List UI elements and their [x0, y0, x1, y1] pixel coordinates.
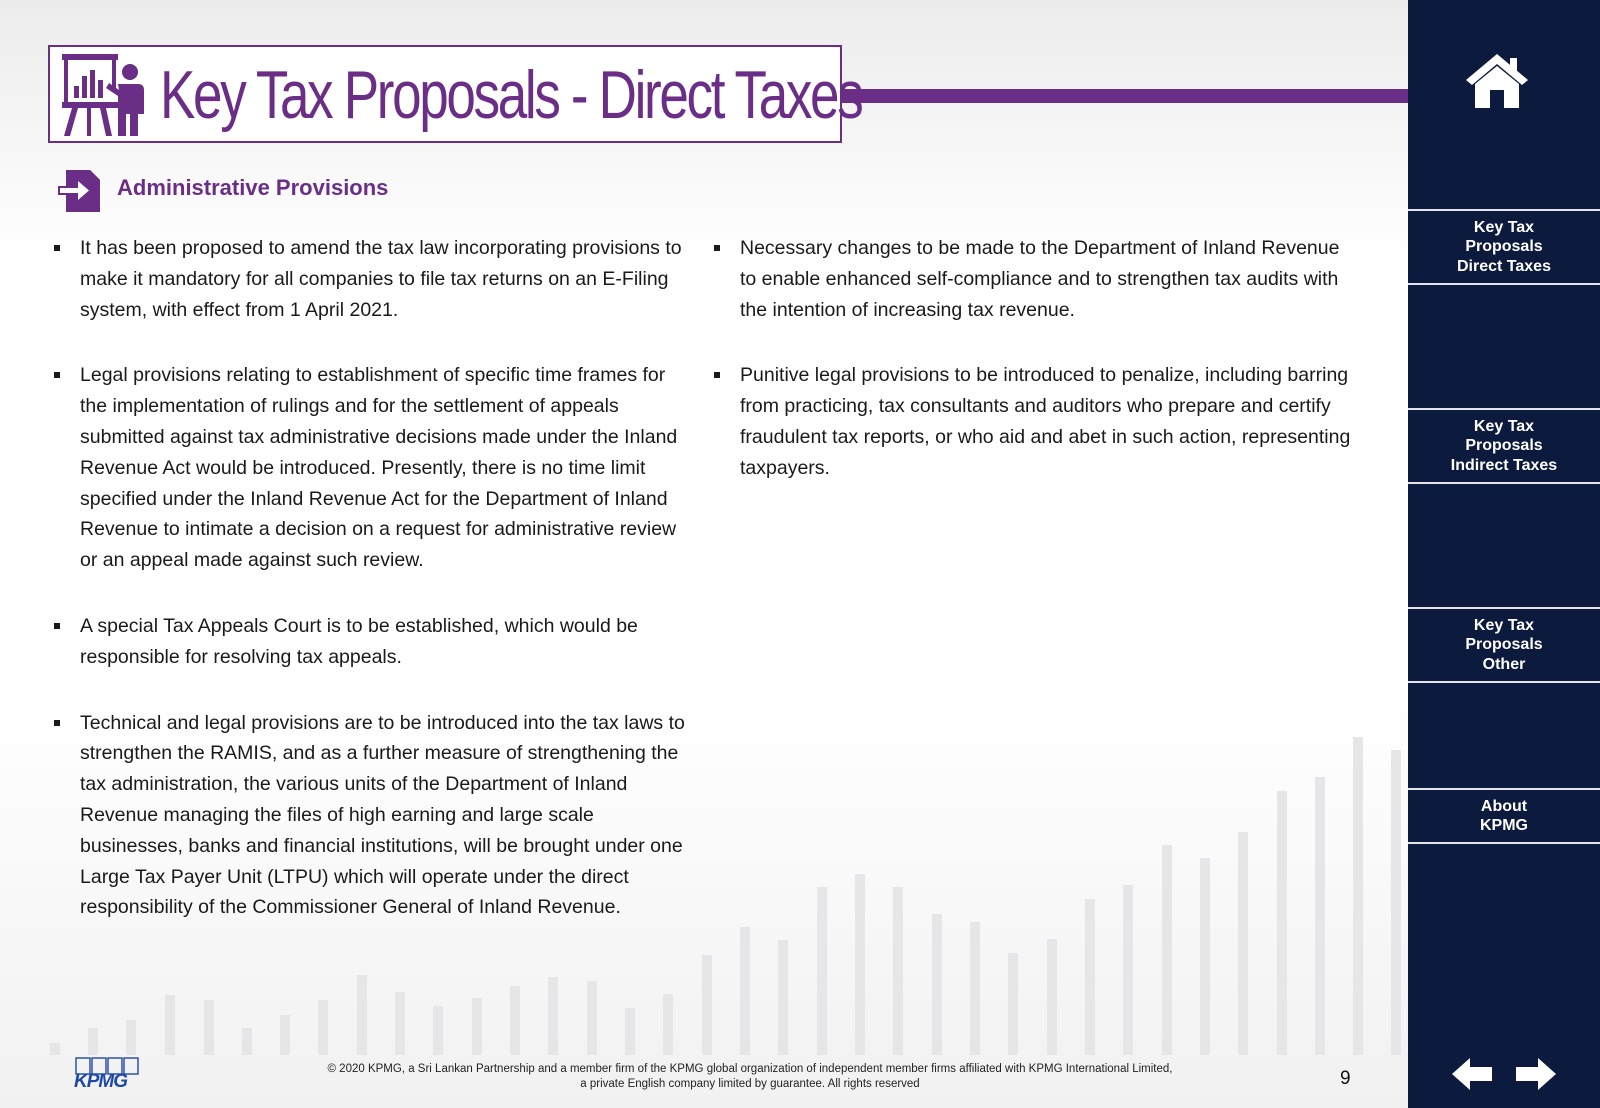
- left-column: [54, 233, 694, 958]
- home-icon[interactable]: [1464, 52, 1530, 110]
- sidebar-nav: [1408, 0, 1600, 1108]
- nav-item-label: Key Tax Proposals Indirect Taxes: [1450, 417, 1558, 474]
- document-arrow-icon: [58, 168, 102, 214]
- nav-item-label: Key Tax Proposals Direct Taxes: [1457, 218, 1551, 275]
- svg-text:KPMG: KPMG: [74, 1071, 127, 1090]
- arrow-right-icon[interactable]: [1514, 1056, 1558, 1092]
- nav-item-direct-taxes[interactable]: [1408, 209, 1600, 285]
- nav-item-label: About KPMG: [1480, 797, 1528, 834]
- section-title: Administrative Provisions: [117, 175, 389, 200]
- nav-item-other[interactable]: [1408, 607, 1600, 683]
- copyright-line: a private English company limited by guarantee. All rights reserved: [580, 1078, 920, 1090]
- title-rule: [842, 89, 1408, 103]
- kpmg-logo: [72, 1056, 142, 1090]
- bullet-item: It has been proposed to amend the tax law incorporating provisions to make it mandatory for all companies to file tax returns on an E-Filing system, with effect from 1 April 2021.: [54, 233, 694, 325]
- bullet-item: A special Tax Appeals Court is to be established, which would be responsible for resolving tax appeals.: [54, 611, 694, 673]
- nav-item-indirect-taxes[interactable]: [1408, 408, 1600, 484]
- arrow-left-icon[interactable]: [1450, 1056, 1494, 1092]
- nav-item-about-kpmg[interactable]: [1408, 788, 1600, 844]
- bullet-item: Necessary changes to be made to the Department of Inland Revenue to enable enhanced self-compliance and to strengthen tax audits with the intention of increasing tax revenue.: [714, 233, 1354, 325]
- bullet-item: Punitive legal provisions to be introduced to penalize, including barring from practicing, tax consultants and auditors who prepare and certify fraudulent tax reports, or who aid and abet in such action, representing taxpayers.: [714, 360, 1354, 483]
- presentation-icon: [60, 52, 150, 138]
- copyright-line: © 2020 KPMG, a Sri Lankan Partnership and a member firm of the KPMG global organization of independent member firms affiliated with KPMG International Limited,: [327, 1063, 1173, 1075]
- page-title: Key Tax Proposals - Direct Taxes: [160, 57, 862, 133]
- page-number: 9: [1340, 1068, 1351, 1089]
- bullet-item: Legal provisions relating to establishment of specific time frames for the implementation of rulings and for the settlement of appeals submitted against tax administrative decisions made under the Inland Revenue Act would be introduced. Presently, there is no time limit specified under the Inland Revenue Act for the Department of Inland Revenue to intimate a decision on a request for administrative review or an appeal made against such review.: [54, 360, 694, 576]
- copyright-footer: [240, 1062, 1260, 1092]
- right-column: [714, 233, 1354, 519]
- bullet-item: Technical and legal provisions are to be introduced into the tax laws to strengthen the RAMIS, and as a further measure of strengthening the tax administration, the various units of the Department of Inland Revenue managing the files of high earning and large scale businesses, banks and financial institutions, will be brought under one Large Tax Payer Unit (LTPU) which will operate under the direct responsibility of the Commissioner General of Inland Revenue.: [54, 708, 694, 924]
- nav-item-label: Key Tax Proposals Other: [1465, 616, 1543, 673]
